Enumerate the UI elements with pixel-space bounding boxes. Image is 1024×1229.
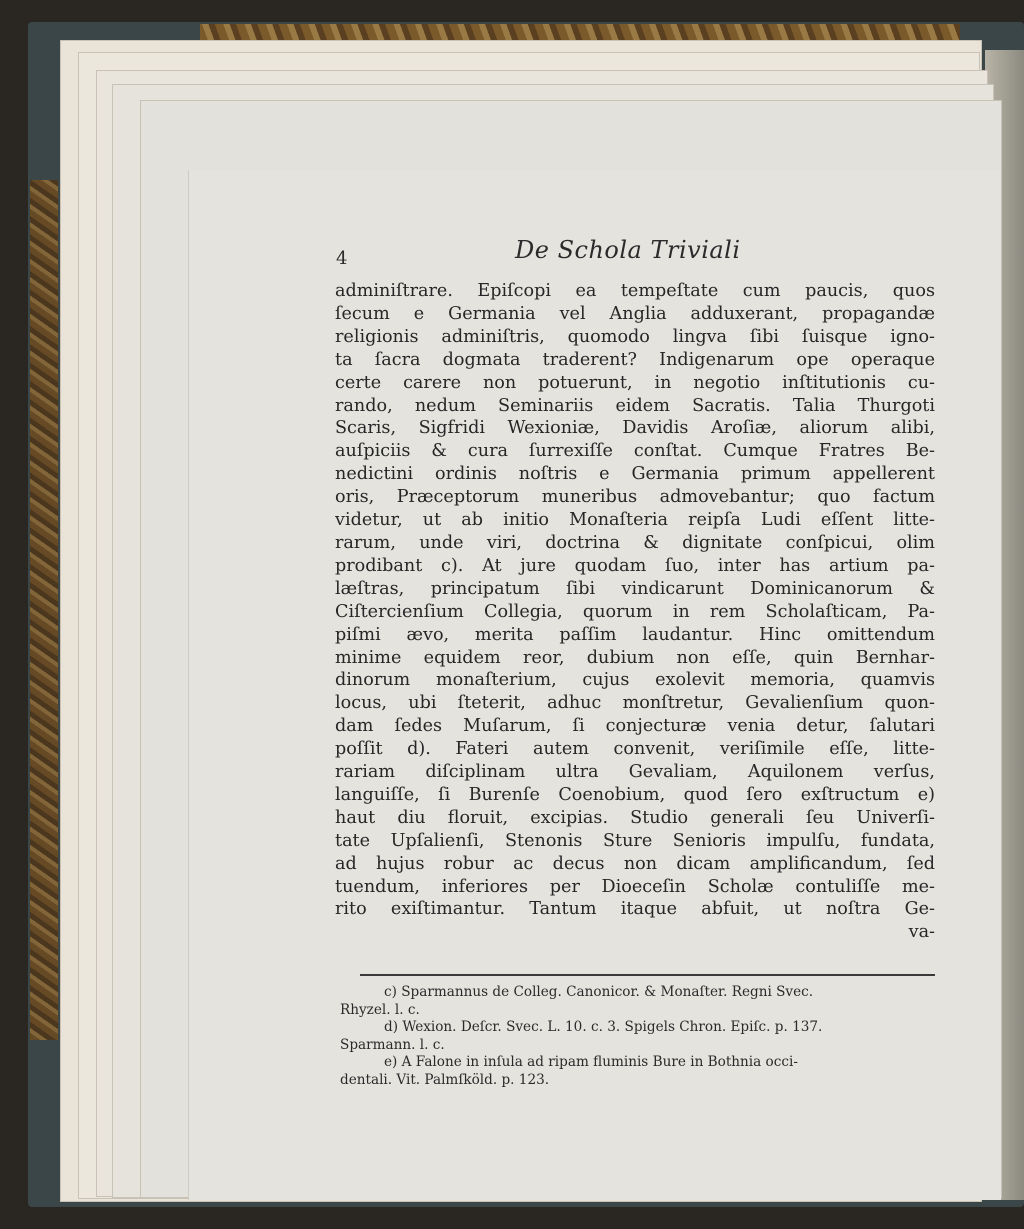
text-line: læſtras, principatum ſibi vindicarunt Dominicanorum & bbox=[335, 578, 935, 599]
footnote-line: c) Sparmannus de Colleg. Canonicor. & Monaſter. Regni Svec. bbox=[384, 984, 814, 1000]
text-line: Ciſtercienſium Collegia, quorum in rem Scholaſticam, Pa- bbox=[335, 601, 935, 622]
text-line: prodibant c). At jure quodam ſuo, inter has artium pa- bbox=[335, 555, 935, 576]
text-line: va- bbox=[908, 922, 935, 943]
text-line: poſſit d). Fateri autem convenit, veriſimile eſſe, litte- bbox=[335, 739, 935, 760]
text-line: tuendum, inferiores per Dioeceſin Scholæ contuliſſe me- bbox=[335, 876, 935, 897]
text-line: dam ſedes Muſarum, ſi conjecturæ venia detur, ſalutari bbox=[335, 716, 935, 737]
page-number: 4 bbox=[336, 248, 348, 269]
footnote-rule bbox=[360, 974, 935, 976]
footnote-line: Sparmann. l. c. bbox=[340, 1036, 445, 1053]
text-line: minime equidem reor, dubium non eſſe, quin Bernhar- bbox=[335, 647, 935, 668]
text-line: ad hujus robur ac decus non dicam amplificandum, ſed bbox=[335, 853, 935, 874]
text-line: oris, Præceptorum muneribus admovebantur; quo factum bbox=[335, 487, 935, 508]
text-line: languiſſe, ſi Burenſe Coenobium, quod ſero exſtructum e) bbox=[335, 784, 935, 805]
text-line: tate Upſalienſi, Stenonis Sture Senioris impulſu, fundata, bbox=[335, 830, 935, 851]
text-line: ta ſacra dogmata traderent? Indigenarum ope operaque bbox=[335, 349, 935, 370]
text-line: videtur, ut ab initio Monaſteria reipſa Ludi eſſent litte- bbox=[335, 510, 935, 531]
text-line: rito exiſtimantur. Tantum itaque abfuit, ut noſtra Ge- bbox=[335, 899, 935, 920]
footnote-line: Rhyzel. l. c. bbox=[340, 1001, 420, 1018]
text-line: Scaris, Sigfridi Wexioniæ, Davidis Aroſiæ, aliorum alibi, bbox=[335, 418, 935, 439]
text-line: adminiſtrare. Epiſcopi ea tempeſtate cum paucis, quos bbox=[335, 281, 935, 301]
text-line: rando, nedum Seminariis eidem Sacratis. Talia Thurgoti bbox=[335, 395, 935, 416]
marbled-board-edge bbox=[30, 180, 58, 1040]
footnotes bbox=[340, 984, 938, 1090]
text-line: locus, ubi ſteterit, adhuc monſtretur, Gevalienſium quon- bbox=[335, 693, 935, 714]
footnote-line: dentali. Vit. Palmſköld. p. 123. bbox=[340, 1071, 550, 1088]
text-line: ſecum e Germania vel Anglia adduxerant, propagandæ bbox=[335, 303, 935, 324]
footnote-line: d) Wexion. Deſcr. Svec. L. 10. c. 3. Spigels Chron. Epiſc. p. 137. bbox=[384, 1019, 823, 1036]
text-line: rariam diſciplinam ultra Gevaliam, Aquilonem verſus, bbox=[335, 762, 935, 783]
running-head: De Schola Triviali bbox=[515, 236, 741, 264]
text-line: dinorum monaſterium, cujus exolevit memoria, quamvis bbox=[335, 670, 935, 691]
text-line: nedictini ordinis noſtris e Germania primum appellerent bbox=[335, 464, 935, 485]
text-line: piſmi ævo, merita paſſim laudantur. Hinc omittendum bbox=[335, 624, 935, 645]
text-line: rarum, unde viri, doctrina & dignitate conſpicui, olim bbox=[335, 532, 935, 553]
text-line: certe carere non potuerunt, in negotio inſtitutionis cu- bbox=[335, 372, 935, 393]
body-text bbox=[335, 280, 935, 944]
text-line: religionis adminiſtris, quomodo lingva ſibi ſuisque igno- bbox=[335, 326, 935, 347]
text-line: auſpiciis & cura ſurrexiſſe conſtat. Cumque Fratres Be- bbox=[335, 441, 935, 462]
footnote-line: e) A Falone in inſula ad ripam fluminis Bure in Bothnia occi- bbox=[384, 1054, 798, 1071]
text-line: haut diu floruit, excipias. Studio generali ſeu Univerſi- bbox=[335, 807, 935, 828]
